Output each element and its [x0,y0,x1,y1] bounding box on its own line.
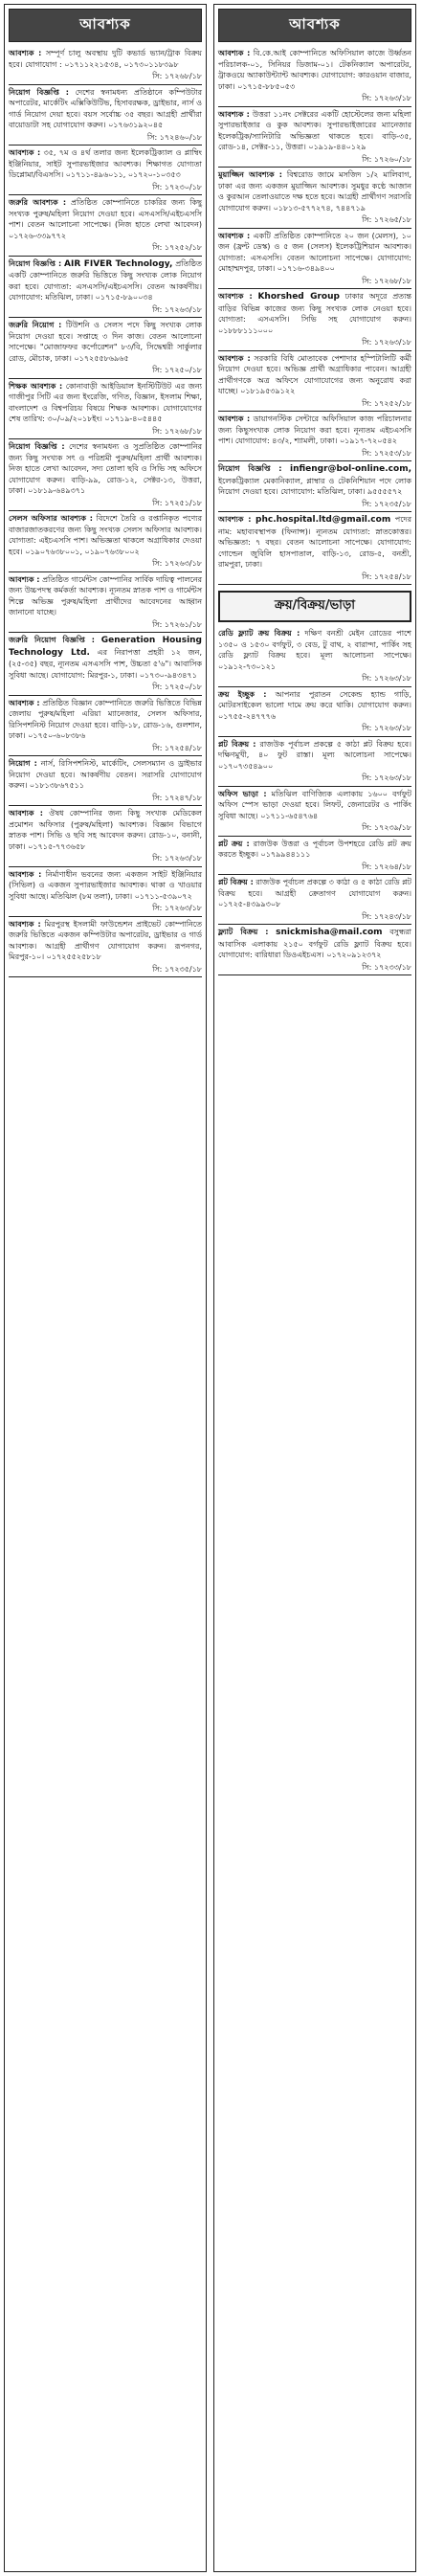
ad-contact: ০১৭৬৩১৯২০৪৫ [108,121,164,129]
ad-code: সি: ১৭২৬৮/১৮ [218,275,411,290]
classified-ad [5,633,206,696]
ad-code: সি: ১৭২৩৯/১৮ [218,821,411,837]
ad-contact: ০১৭১১-৪৯৬০১১, ০১৭২০-১০৩৫৩ [65,170,181,179]
ad-code: সি: ১৭২৪৩/১৮ [218,910,411,926]
ad-title: আবশ্যক : [9,809,44,818]
ad-body: ইলেকট্রিক্যাল মেকানিক্যাল, প্লাম্বার ও টেকনিশিয়ান পদে লোক নিয়োগ দেওয়া হবে। যোগাযোগ: মতিঝিল, ঢাকা। [218,476,411,496]
left-column [4,4,207,2572]
classified-ad [214,787,415,837]
ad-contact: ০১৮১৩-৫৭৭২৭৪, ৭৪৪৭১৯ [273,203,366,213]
ad-body: রাজউক পূর্বাচল প্রকল্পে ৫ কাঠা প্লট বিক্রয় হবে। দক্ষিণমুখী, ৪০ ফুট রাস্তা। মূল্য আলোচনা সাপেক্ষে। [218,739,411,759]
ad-code: সি: ১৭২৫৪/১৮ [9,742,202,757]
ad-body: ৩৫, ৭ম ও ৪র্থ তলার জন্য ইলেকট্রিক্যাল ও প্লাম্বিং ইঞ্জিনিয়ার, সাইট সুপারভাইজার আবশ্যক। শিক্ষাগত যোগ্যতা ডিপ্লোমা/বিএসসি। [9,148,203,179]
ad-title: আবশ্যক : [9,574,40,584]
ad-title: প্লট ক্রয় : [218,839,250,848]
ad-contact: ০১৭০৭৩৫৪৯০০ [218,761,274,771]
ad-code: সি: ১৭২৬০/১৮ [218,153,411,168]
ad-code: সি: ১৭২৬৩/১৮ [9,902,202,917]
ad-code: সি: ১৭২৬৩/১৮ [9,557,202,572]
ad-code: সি: ১৭২৬৩/১৮ [218,92,411,107]
ad-body: উত্তরা ১১নং সেক্টরের একটি হোস্টেলের জন্য মহিলা সুপারভাইজার ও কুক আবশ্যক। সুপারভাইজারের ম্যানেজার ইলেকট্রিক/স্যানিটারি অভিজ্ঞতা থাকতে হবে। বাড়ি-৩৫, রোড-১৪, সেক্টর-১১, উত্তরা। [218,109,411,151]
ad-title: প্লট বিক্রয় : [218,739,256,749]
ad-title: রেডি ফ্ল্যাট ক্রয় বিক্রয় : [218,629,300,638]
ad-code: সি: ১৭২৬৩/১৮ [218,672,411,687]
ad-title: শিক্ষক আবশ্যক : [9,381,63,391]
ad-title: জরুরি নিয়োগ : [9,321,62,329]
ad-code: সি: ১৭২৪৭/১৮ [9,792,202,807]
classified-ad [214,107,415,168]
ad-contact: ০১৭৫০-৬০৮৩৮৬ [28,731,86,740]
ad-body: বিশ্বরোড জামে মসজিদ ১/২ মালিবাগ, ঢাকা এর জন্য একজন মুয়াজ্জিন আবশ্যক। সুমধুর কণ্ঠে আজান ও কুরআন তেলাওয়াতে দক্ষ হতে হবে। আগ্রহী প্রার্থীগণ সরাসরি যোগাযোগ করুন। [218,170,411,213]
ad-code: সি: ১৭২৩৫/১৮ [218,498,411,513]
ad-title: মুয়াজ্জিন আবশ্যক : [218,170,282,179]
ad-contact: ০১৭২৫৫৮৬৯৬৫ [74,353,129,363]
ad-title: অফিস ভাড়া : [218,789,267,798]
ad-body: ডায়াগনস্টিক সেন্টারে অফিসিয়াল কাজ পরিচালনার জন্য কিছুসংখ্যক লোক নিয়োগ করা হবে। নূন্যতম এইচএসসি পাশ। যোগাযোগ: ৪৩/২, শ্যামলী, ঢাকা। [218,414,411,445]
ad-code: সি: ১৭২৫২/১৮ [218,397,411,413]
classified-ad [5,572,206,634]
ad-title: আবশ্যক : [218,231,251,240]
ad-code: সি: ১৭২৬১/১৮ [9,618,202,634]
ad-body: এর নিরাপত্তা প্রহরী ১২ জন, (২৫-৩৫) বছর, ন্যূনতম এসএসসি পাশ, উচ্চতা ৫'৬"। আবাসিক সুবিধা আছে। যোগাযোগ: মিরপুর-১, ঢাকা। [9,647,202,680]
left-ads-list [5,46,206,977]
ad-code: সি: ১৭২৬৩/১৮ [218,336,411,351]
ad-code: সি: ১৭২৬৪/১৮ [218,861,411,876]
ad-title: ক্রয় ইচ্ছুক : [218,689,267,699]
ad-body: নির্মাণাধীন ভবনের জন্য একজন সাইট ইঞ্জিনিয়ার (সিভিল) ও একজন সুপারভাইজার আবশ্যক। থাকা ও খাওয়ার সুবিধা আছে। মতিঝিল (৮ম তলা), ঢাকা। [9,869,203,901]
ad-title: নিয়োগ : [9,759,37,768]
ad-contact: ০১৯১৭-৭২০৫৪২ [339,437,398,445]
ad-contact: ০১৭১৫-৮৮৫০৫৩ [237,81,296,91]
ad-contact: ০১৭১১২২১৫৩৪, ০১৭৩০১১৮৩৯৮ [64,59,179,69]
classified-ad [214,925,415,975]
ad-brand: Khorshed Group [257,292,340,302]
classified-ad [5,696,206,757]
classified-ad [214,875,415,925]
ad-code: সি: ১৭২৪৬০/১৮ [9,131,202,146]
ad-title: নিয়োগ বিজ্ঞপ্তি : [9,87,69,97]
ad-title: আবশ্যক : [218,353,251,363]
classified-ad [214,168,415,229]
ad-body: সরকারি বিধি মোতাবেক পেশাদার হস্পিটালিটি কর্মী নিয়োগ দেওয়া হবে। অভিজ্ঞ প্রার্থী অগ্রাধিকার পাবেন। আগ্রহী প্রার্থীগণকে অত্র অফিসে যোগাযোগের জন্য অনুরোধ করা যাচ্ছে। [218,353,412,395]
ad-body: দেশের স্বনামধন্য ও সুপ্রতিষ্ঠিত কোম্পানির জন্য কিছু সংখ্যক সৎ ও পরিশ্রমী পুরুষ/মহিলা প্রার্থী আবশ্যক। নিজ হাতে লেখা আবেদন, সদ্য তোলা ছবি ও সিভি সহ অফিসে যোগাযোগ করুন। বাড়ি-৯৯, রোড-১২, সেক্টর-১৩, উত্তরা, ঢাকা। [9,442,202,495]
ad-contact: ০১৯১৯-৪৪০১২৯ [308,143,366,151]
ad-title: আবশ্যক : [218,292,253,301]
ad-contact: ০১৭১৯-৪০৫৪৪৫ [104,414,163,423]
ad-body: দেশের স্বনামধন্য প্রতিষ্ঠানে কম্পিউটার অপারেটর, মার্কেটিং এক্সিকিউটিভ, হিসাবরক্ষক, ড্রাইভার, নার্স ও গার্ড নিয়োগ দেয়া হবে। বয়স সর্বোচ্চ ৩৫ বছর। আগ্রহী প্রার্থীরা বায়োডাটা সহ যোগাযোগ করুন। [9,87,202,129]
ad-body: কোনাবাড়ী আইডিয়াল ইনস্টিটিউট এর জন্য গাজীপুর সিটি এর জন্য ইংরেজি, গণিত, বিজ্ঞান, ইসলাম শিক্ষা, বাংলাদেশ ও বিশ্বপরিচয় বিষয়ে শিক্ষক আবশ্যক। যোগাযোগের শেষ তারিখ: ৩০/০৯/২০১৮ইং। [9,381,202,423]
buy-sell-ads-list [214,626,415,975]
classified-ad [214,412,415,461]
ad-body: পদের নাম: মহাব্যবস্থাপক (ফিনান্স)। ন্যূনতম যোগ্যতা: স্নাতকোত্তর। অভিজ্ঞতা: ৭ বছর। বেতন আলোচনা সাপেক্ষে। যোগাযোগ: গোল্ডেন জুবিলি হাসপাতাল, বাড়ি-১৩, রোড-৫, বনশ্রী, রামপুরা, ঢাকা। [218,515,412,569]
ad-brand: phc.hospital.ltd@gmail.com [255,515,391,525]
ad-code: সি: ১৭২৫৪/১৮ [218,571,411,586]
ad-body: রাজউক উত্তরা ও পূর্বাচল উপশহরে রেডি প্লট ক্রয় করতে ইচ্ছুক। [218,839,412,859]
ad-body: বিদেশে তৈরি ও রপ্তানিকৃত পণ্যের বাজারজাতকরণের জন্য কিছু সংখ্যক সেলস অফিসার আবশ্যক। যোগ্যতা: এইচএসসি পাশ। অভিজ্ঞতা থাকলে অগ্রাধিকার দেওয়া হবে। [9,514,202,556]
ad-code: সি: ১৭২৬৮/১৮ [9,70,202,85]
ad-body: টিউশনি ও সেলস পদে কিছু সংখ্যক লোক নিয়োগ দেওয়া হবে। সপ্তাহে ৩ দিন কাজ। বেতন আলোচনা সাপেক্ষে। "মোজাফফর কর্পোরেশন" ৮৩/বি, সিদ্ধেশ্বরী সার্কুলার রোড, মৌচাক, ঢাকা। [9,321,203,363]
ad-code: সি: ১৭২৩৩/১৮ [218,961,411,976]
ad-body: একটি প্রতিষ্ঠিত কোম্পানিতে ২০ জন (মেলস), ১০ জন (ফ্রন্ট ডেস্ক) ও ৫ জন (সেলস) ইলেকট্রিশিয়ান আবশ্যক। যোগ্যতা: এসএসসি। বেতন আলোচনা সাপেক্ষে। যোগাযোগ: মোহাম্মদপুর, ঢাকা। [218,231,412,273]
ad-contact: ০১৭২৫৫২৫৮১৮ [46,952,101,961]
ad-code: সি: ১৭২৬৩/১৮ [9,303,202,319]
ad-body: দক্ষিণ বনশ্রী মেইন রোডের পাশে ১৩৫০ ও ১৫৩০ বর্গফুট, ৩ বেড, টু বাথ, ২ বারান্দা, পার্কিং সহ রেডি ফ্ল্যাট বিক্রয় হবে। মূল্য আলোচনা সাপেক্ষে। [218,629,412,660]
ad-body: মিরপুরস্থ ইসলামী ফাউন্ডেশন প্রাইভেট কোম্পানিতে জরুরি ভিত্তিতে একজন কম্পিউটার অপারেটর, ড্রাইভার ও গার্ড আবশ্যক। আগ্রহী প্রার্থীগণ যোগাযোগ করুন। রূপনগর, মিরপুর-১০। [9,919,202,961]
classified-ad [5,756,206,806]
buy-sell-rent-header: ক্রয়/বিক্রয়/ভাড়া [218,591,411,622]
ad-code: সি: ১৭২৬৮/১৮ [9,425,202,440]
classified-ad [5,806,206,867]
classified-ad [214,46,415,107]
ad-contact: ০১৮১৯৫৩৯১২২ [240,387,296,395]
ad-code: সি: ১৭২৫০/১৮ [9,681,202,696]
ad-brand: snickmisha@mail.com [276,928,383,937]
ad-code: সি: ১৭২৬৩/১৮ [218,722,411,737]
ad-body: ঔষধ কোম্পানির জন্য কিছু সংখ্যক মেডিকেল প্রমোশন অফিসার (পুরুষ/মহিলা) আবশ্যক। বিজ্ঞান বিভাগে স্নাতক পাশ। সিভি ও ছবি সহ আবেদন করুন। রোড-১০, বনানী, ঢাকা। [9,809,203,851]
classified-ad [214,737,415,787]
ad-contact: ০১৭১১-৬৫৪৭৬৪ [260,811,319,820]
ad-code: সি: ১৭২৬৩/১৮ [218,772,411,787]
right-column-header: আবশ্যক [218,9,411,42]
ad-body: প্রতিষ্ঠিত কোম্পানিতে চাকরির জন্য কিছু সংখ্যক পুরুষ/মহিলা নিয়োগ দেওয়া হবে। এসএসসি/এইচএসসি পাশ। বেতন আলোচনা সাপেক্ষে। (নিজ হাতে লেখা আবেদন) [9,198,202,229]
ad-title: আবশ্যক : [218,414,251,423]
ad-body: প্রতিষ্ঠিত গার্মেন্টস কোম্পানির সার্বিক দায়িত্ব পালনের জন্য উচ্চপদস্থ কর্মকর্তা আবশ্যক। ন্যূনতম স্নাতক পাশ ও গার্মেন্টস শিল্পে অভিজ্ঞ পুরুষ/মহিলা প্রার্থীদের আবেদনের আহ্বান জানানো যাচ্ছে। [9,574,203,616]
classified-ad [5,917,206,978]
left-column-header: আবশ্যক [9,9,202,42]
ad-body: প্রতিষ্ঠিত একটি কোম্পানিতে জরুরি ভিত্তিতে কিছু সংখ্যক লোক নিয়োগ করা হবে। যোগ্যতা: এসএসসি/এইচএসসি। বেতন আকর্ষণীয়। যোগাযোগ: মতিঝিল, ঢাকা। [9,258,202,302]
ad-title: প্লট বিক্রয় : [218,878,254,886]
ad-code: সি: ১৭২৬৩/১৮ [9,852,202,867]
classified-ad [5,85,206,146]
ad-code: সি: ১৭২৫১/১৮ [9,497,202,512]
ad-contact: ০১৮১৯-৬৪৯৩৭১ [28,486,86,495]
ad-body: বসুন্ধরা আবাসিক এলাকায় ২১৫০ বর্গফুট রেডি ফ্ল্যাট বিক্রয় হবে। যোগাযোগ: বারিধারা ডিওএইচএস। [218,928,411,959]
classified-ad [5,318,206,379]
classified-ad [5,46,206,85]
classified-ad [5,257,206,319]
ad-title: আবশ্যক : [9,919,41,929]
ad-contact: ০১৭৯৯৪৪১১১ [260,850,311,859]
ad-title: জরুরি আবশ্যক : [9,198,67,207]
ad-code: সি: ১৭২৫৩/১৮ [218,447,411,462]
ad-brand: Generation Housing Technology Ltd. [9,636,202,658]
ad-body: মতিঝিল বাণিজ্যিক এলাকায় ১৬০০ বর্গফুট অফিস স্পেস ভাড়া দেওয়া হবে। লিফট, জেনারেটর ও পার্কিং সুবিধা আছে। [218,789,411,820]
ad-body: প্রতিষ্ঠিত বিজ্ঞান কোম্পানিতে জরুরি ভিত্তিতে বিভিন্ন জেলায় পুরুষ/মহিলা এরিয়া ম্যানেজার, সেলস অফিসার, রিসিপশনিস্ট নিয়োগ দেওয়া হবে। বাড়ি-১৮, রোড-১৬, গুলশান, ঢাকা। [9,698,202,740]
ad-code: সি: ১৭২৩৫/১৮ [9,963,202,978]
ad-code: সি: ১৭২৫২/১৮ [9,241,202,257]
ad-code: সি: ১৭২৫০/১৮ [9,364,202,379]
ad-body: আপনার পুরাতন সেকেন্ড হ্যান্ড গাড়ি, মোটরসাইকেল ভালো দামে ক্রয় করে থাকি। যোগাযোগ করুন। [218,689,411,709]
ad-contact: ০১৭১৫-৭৭৩৬৫৮ [28,841,86,851]
ad-title: নিয়োগ বিজ্ঞপ্তি : [9,442,65,451]
ad-contact: ০১৭২৫-৪৩৯৯৩০৮ [218,900,281,908]
ad-contact: ০১৭২০৯১২৩৭২ [326,951,382,959]
ad-code: সি: ১৭২৩০/১৮ [9,181,202,196]
ad-contact: ০১৭১১-৫৩৯০৭২ [134,891,192,901]
classified-ad [214,289,415,351]
ad-body: রাজউক পূর্বাচল প্রকল্পে ৩ কাঠা ও ৫ কাঠা রেডি প্লট বিক্রয় হবে। আগ্রহী ক্রেতাগণ যোগাযোগ করুন। [218,878,411,898]
ad-brand: AIR FIVER Technology, [64,258,173,269]
ad-title: আবশ্যক : [218,109,250,119]
classified-ad [5,379,206,440]
classified-ad [214,351,415,413]
ad-title: আবশ্যক : [9,698,40,707]
ad-title: ফ্ল্যাট বিক্রয় : [218,928,269,936]
classified-ad [5,146,206,195]
ad-body: নার্স, রিসিপশনিস্ট, মার্কেটিং, সেলসম্যান ও ড্রাইভার নিয়োগ দেওয়া হবে। আকর্ষণীয় বেতন। সরাসরি যোগাযোগ করুন। [9,759,202,790]
classified-ad [214,837,415,876]
right-column [213,4,416,2572]
ad-title: আবশ্যক : [218,515,252,524]
ad-body: বি.কে.আই কোম্পানিতে অফিসিয়াল কাজে উর্ধ্বতন পরিচালক-০১, সিনিয়র ডিজাম-০১। টেকনিক্যাল অপারেটর, ট্রাকওয়ে অ্যাকাউন্ট্যান্ট আবশ্যক। যোগাযোগ: কারওয়ান বাজার, ঢাকা। [218,49,411,91]
classified-ad [5,439,206,511]
classified-ad [214,512,415,585]
classified-ad [5,511,206,572]
ad-contact: ০১৭৩০-৯৪৩৪৭১ [139,670,197,680]
ad-contact: ০১৭২৬-৩৩৯৭৭২ [9,231,67,240]
ad-contact: ০১৮৮৮১১১০০০ [218,325,274,335]
ad-contact: ০১৭৫৫-২৪৭৭৭৬ [218,711,277,721]
classified-ad [214,229,415,290]
classified-ad [214,461,415,512]
ad-title: আবশ্যক : [218,49,251,57]
classified-ad [5,867,206,917]
ad-contact: ০১৮১৩৮৬৭৫১১ [29,781,85,790]
ad-title: আবশ্যক : [9,869,42,879]
ad-contact: ০১৭১৫-৮৯০০৩৪ [95,293,153,302]
ad-body: সম্পূর্ণ চালু অবস্থায় দুটি কভার্ড ভ্যান/ট্রাক বিক্রয় হবে। যোগাযোগ : [9,49,202,69]
ad-contact: ৯৫৫৫৫৭২ [366,487,403,496]
right-ads-list [214,46,415,585]
ad-code: সি: ১৭২৬৫/১৮ [218,213,411,229]
ad-title: নিয়োগ বিজ্ঞপ্তি : [9,258,62,268]
ad-title: নিয়োগ বিজ্ঞপ্তি : [218,464,282,473]
ad-title: আবশ্যক : [9,148,41,157]
ad-contact: ০১৯১২-৭৩০১২১ [218,661,277,671]
classified-ad [214,687,415,737]
ad-title: আবশ্যক : [9,49,42,57]
classified-ad [214,626,415,687]
ad-body: ঢাকার অদূরে প্রত্যন্ত বাড়ির বিভিন্ন কাজের জন্য কিছু সংখ্যক লোক নেওয়া হবে। যোগ্যতা: এসএসসি। সিভি সহ যোগাযোগ করুন। [218,292,412,324]
classified-ad [5,195,206,257]
ad-brand: infiengr@bol-online.com, [289,464,411,474]
ad-contact: ০১৭১৬-৩৪৯৪০০ [277,264,335,273]
ad-title: জরুরি নিয়োগ বিজ্ঞপ্তি : [9,636,95,644]
ad-title: সেলস অফিসার আবশ্যক : [9,514,93,523]
ad-contact: ০১৯০৭৬৩৮০০১, ০১৯০৭৬৩৮০০২ [25,547,140,556]
